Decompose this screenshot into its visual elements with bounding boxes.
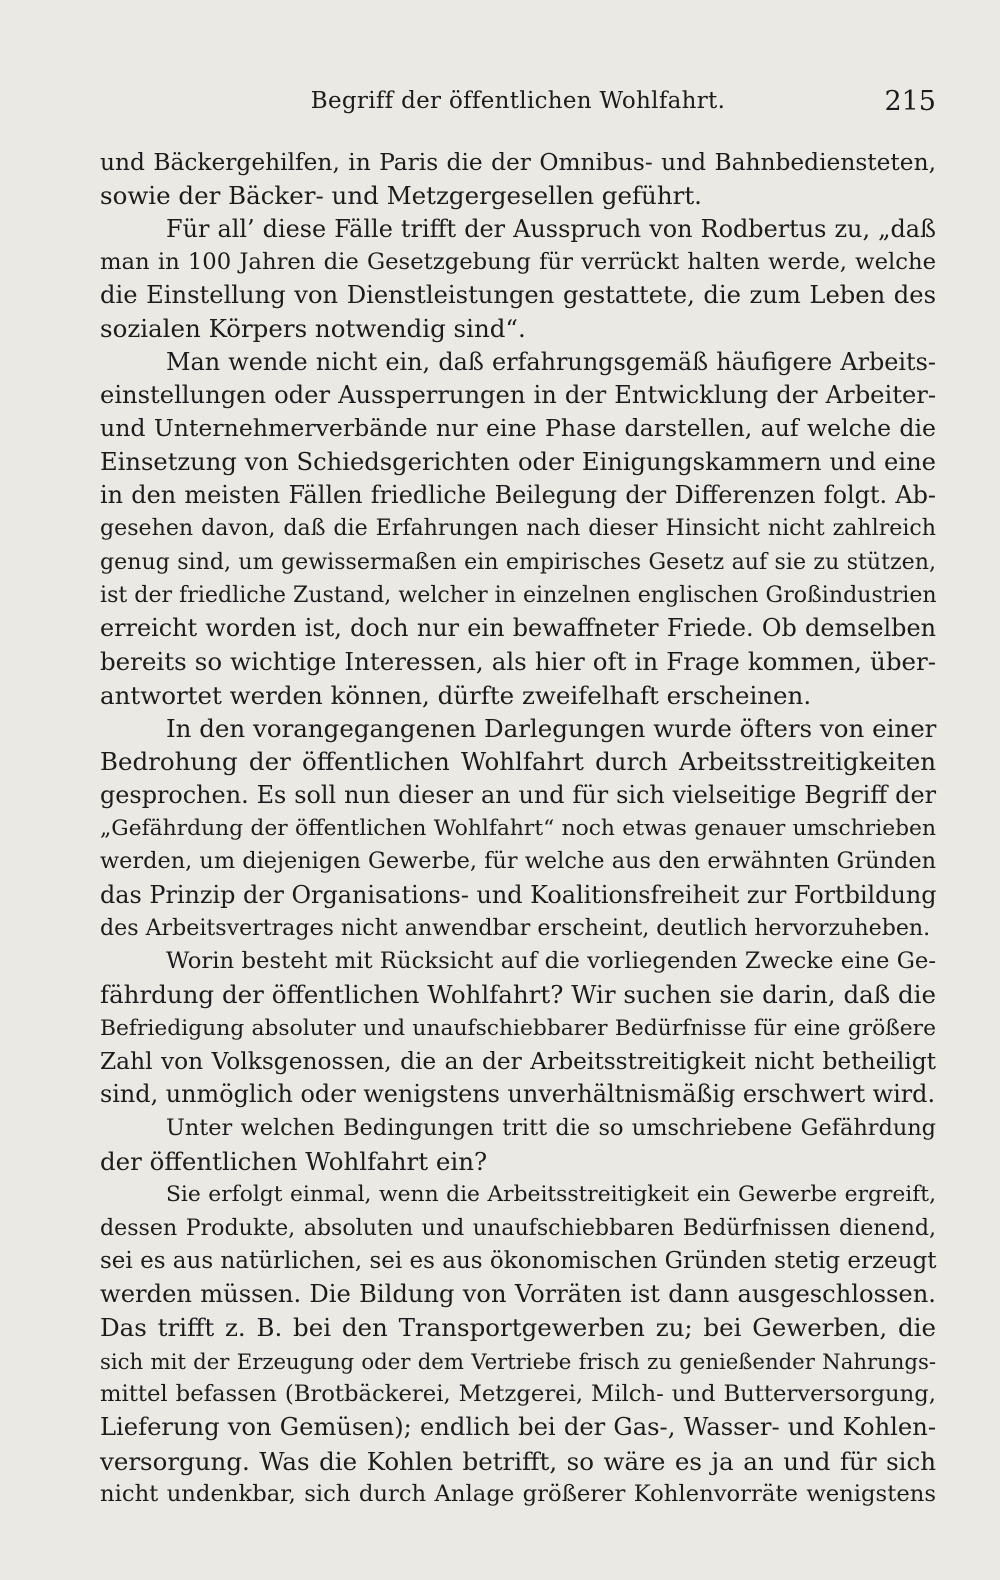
paragraph xyxy=(100,945,936,1111)
text-line: sowie der Bäcker- und Metzgergesellen geführt. xyxy=(100,181,702,211)
paragraph xyxy=(100,1178,936,1511)
text-line: versorgung. Was die Kohlen betrifft, so wäre es ja an und für sich xyxy=(100,1446,936,1476)
text-line: das Prinzip der Organisations- und Koalitionsfreiheit zur Fortbildung xyxy=(100,880,937,909)
text-line: antwortet werden können, dürfte zweifelhaft erscheinen. xyxy=(100,680,812,710)
text-line: sich mit der Erzeugung oder dem Vertriebe frisch zu genießender Nahrungs- xyxy=(100,1348,936,1374)
text-line: gesprochen. Es soll nun dieser an und für sich vielseitige Begriff der xyxy=(100,780,936,809)
body-text xyxy=(100,146,936,1511)
text-line: dessen Produkte, absoluten und unaufschiebbaren Bedürfnissen dienend, xyxy=(100,1214,936,1241)
text-line: in den meisten Fällen friedliche Beilegung der Differenzen folgt. Ab- xyxy=(100,480,936,509)
text-line: Zahl von Volksgenossen, die an der Arbeitsstreitigkeit nicht betheiligt xyxy=(100,1048,936,1076)
text-line: sozialen Körpers notwendig sind“. xyxy=(100,314,526,344)
running-title: Begriff der öffentlichen Wohlfahrt. xyxy=(310,88,726,114)
text-line: Das trifft z. B. bei den Transportgewerben zu; bei Gewerben, die xyxy=(100,1313,936,1343)
text-line: Unter welchen Bedingungen tritt die so umschriebene Gefährdung xyxy=(166,1114,936,1141)
text-line: Befriedigung absoluter und unaufschiebbarer Bedürfnisse für eine größere xyxy=(100,1015,936,1041)
paragraph xyxy=(100,712,936,945)
text-line: einstellungen oder Aussperrungen in der Entwicklung der Arbeiter- xyxy=(100,381,936,410)
text-line: In den vorangegangenen Darlegungen wurde öfters von einer xyxy=(166,714,937,744)
text-line: gesehen davon, daß die Erfahrungen nach dieser Hinsicht nicht zahlreich xyxy=(100,515,936,542)
text-line: sei es aus natürlichen, sei es aus ökonomischen Gründen stetig erzeugt xyxy=(100,1247,937,1274)
text-line: und Bäckergehilfen, in Paris die der Omnibus- und Bahnbediensteten, xyxy=(100,149,936,176)
text-line: nicht undenkbar, sich durch Anlage größerer Kohlenvorräte wenigstens xyxy=(100,1480,936,1507)
text-line: fährdung der öffentlichen Wohlfahrt? Wir suchen sie darin, daß die xyxy=(100,980,936,1010)
paragraph xyxy=(100,213,936,346)
text-line: Lieferung von Gemüsen); endlich bei der Gas-, Wasser- und Kohlen- xyxy=(100,1413,936,1442)
text-line: ist der friedliche Zustand, welcher in einzelnen englischen Großindustrien xyxy=(100,581,937,608)
text-line: werden, um diejenigen Gewerbe, für welche aus den erwähnten Gründen xyxy=(100,848,936,875)
text-line: bereits so wichtige Interessen, als hier oft in Frage kommen, über- xyxy=(100,647,936,677)
text-line: „Gefährdung der öffentlichen Wohlfahrt“ noch etwas genauer umschrieben xyxy=(100,815,936,841)
paragraph xyxy=(100,1112,936,1179)
running-head xyxy=(100,88,936,122)
page-number: 215 xyxy=(884,86,936,117)
text-line: des Arbeitsvertrages nicht anwendbar erscheint, deutlich hervorzuheben. xyxy=(100,914,931,941)
text-line: Sie erfolgt einmal, wenn die Arbeitsstreitigkeit ein Gewerbe ergreift, xyxy=(166,1182,936,1208)
paragraph xyxy=(100,346,936,712)
text-line: und Unternehmerverbände nur eine Phase darstellen, auf welche die xyxy=(100,414,936,443)
text-line: sind, unmöglich oder wenigstens unverhältnismäßig erschwert wird. xyxy=(100,1080,936,1109)
text-line: genug sind, um gewissermaßen ein empirisches Gesetz auf sie zu stützen, xyxy=(100,548,936,575)
text-line: Worin besteht mit Rücksicht auf die vorliegenden Zwecke eine Ge- xyxy=(166,948,936,975)
text-line: werden müssen. Die Bildung von Vorräten ist dann ausgeschlossen. xyxy=(100,1280,936,1309)
text-line: Man wende nicht ein, daß erfahrungsgemäß häufigere Arbeits- xyxy=(166,347,936,376)
text-line: mittel befassen (Brotbäckerei, Metzgerei, Milch- und Butterversorgung, xyxy=(100,1380,936,1407)
text-line: Für all’ diese Fälle trifft der Ausspruch von Rodbertus zu, „daß xyxy=(166,214,936,243)
text-line: man in 100 Jahren die Gesetzgebung für verrückt halten werde, welche xyxy=(100,248,936,275)
text-line: die Einstellung von Dienstleistungen gestattete, die zum Leben des xyxy=(100,281,936,310)
text-line: erreicht worden ist, doch nur ein bewaffneter Friede. Ob demselben xyxy=(100,614,936,643)
text-line: Einsetzung von Schiedsgerichten oder Einigungskammern und eine xyxy=(100,447,936,476)
paragraph xyxy=(100,146,936,213)
text-line: der öffentlichen Wohlfahrt ein? xyxy=(100,1146,488,1176)
text-line: Bedrohung der öffentlichen Wohlfahrt durch Arbeitsstreitigkeiten xyxy=(100,747,936,777)
